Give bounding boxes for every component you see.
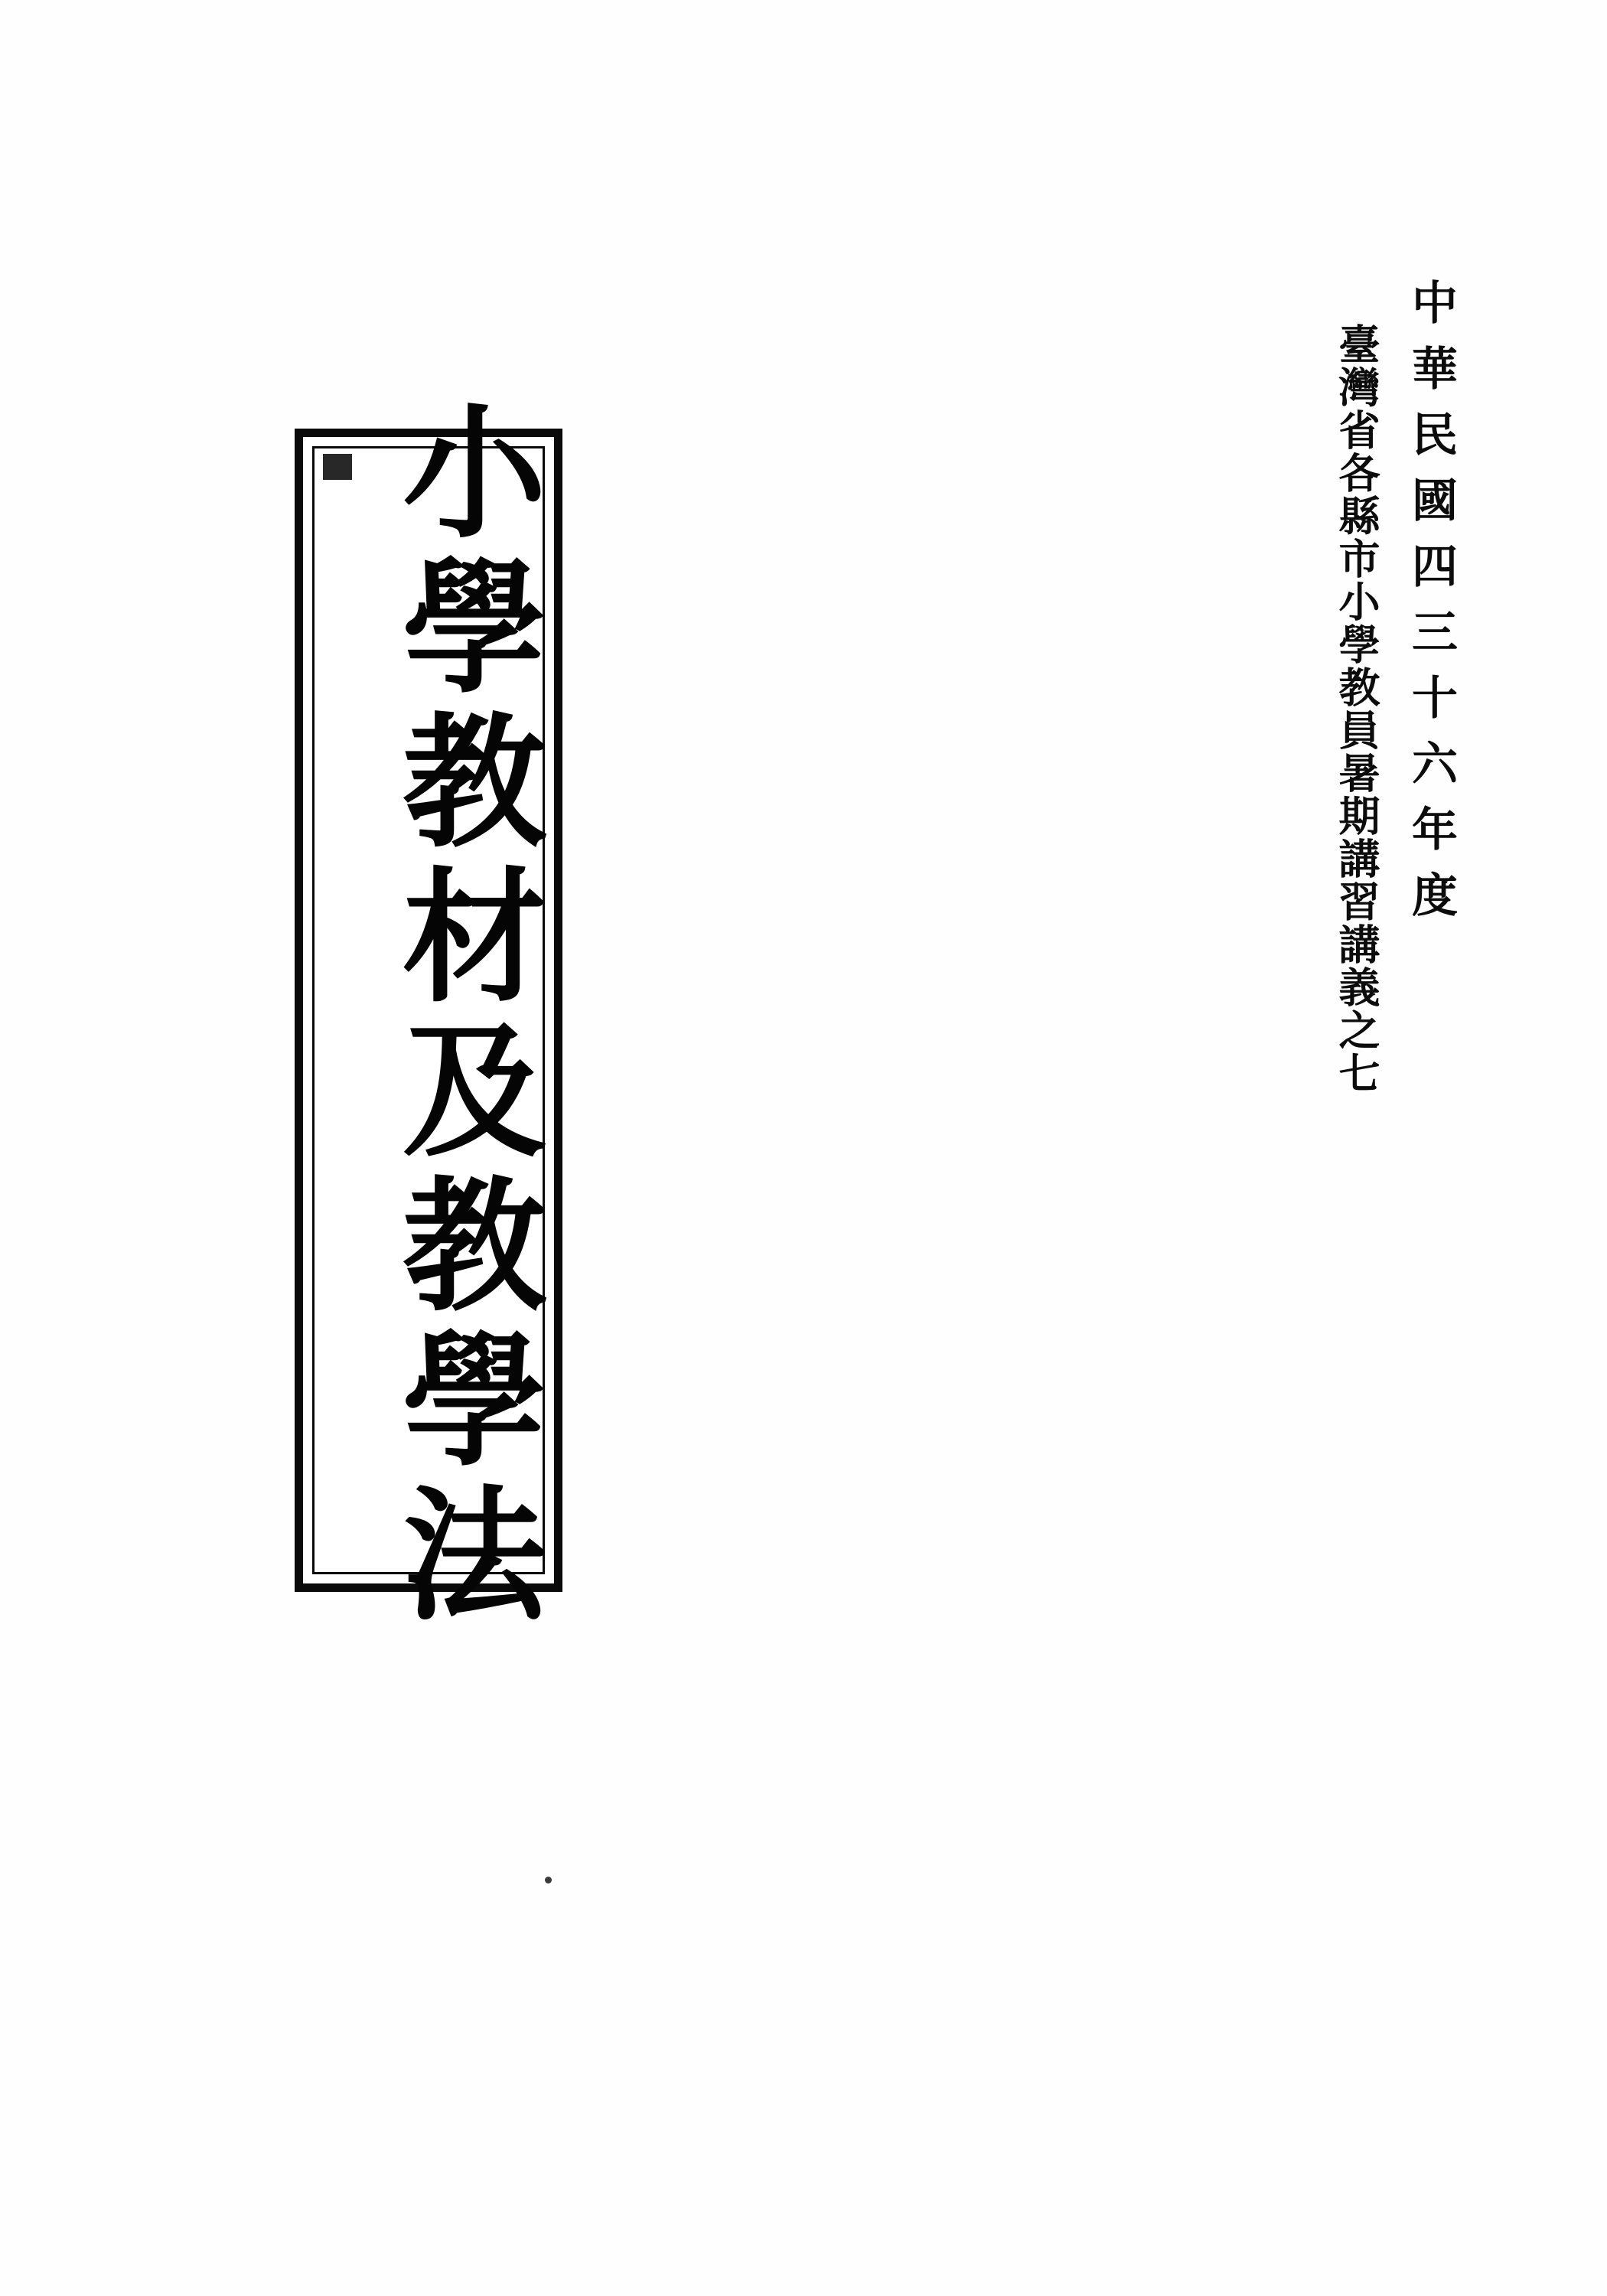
scan-speck-icon	[545, 1877, 552, 1883]
title-cartouche	[295, 397, 562, 1634]
vertical-header-block	[1332, 276, 1458, 1094]
sponsor-line: 臺灣省各縣市小學教員暑期講習講義之七	[1332, 323, 1381, 1094]
page-title: 小學教材及教學法	[378, 397, 547, 1634]
series-line: 中華民國四三十六年度	[1404, 279, 1458, 937]
